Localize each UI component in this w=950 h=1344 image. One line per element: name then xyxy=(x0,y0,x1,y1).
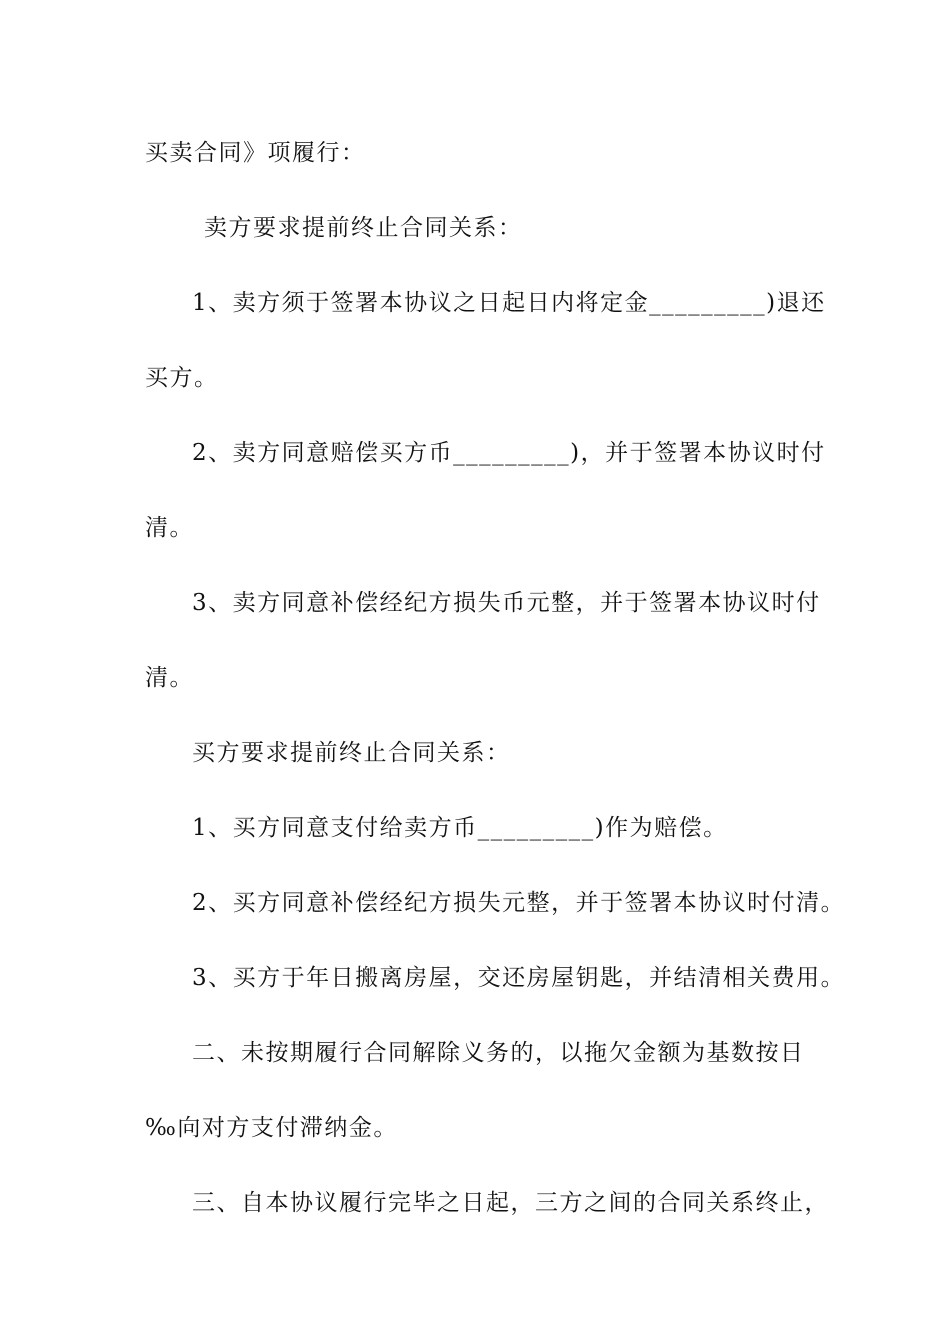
text-line-4: 买方。 xyxy=(145,365,219,391)
text-line-9: 买方要求提前终止合同关系： xyxy=(192,740,511,766)
text-line-10: 1、买方同意支付给卖方币_________)作为赔偿。 xyxy=(192,815,728,841)
text-line-5: 2、卖方同意赔偿买方币_________)，并于签署本协议时付 xyxy=(192,440,826,466)
text-line-12: 3、买方于年日搬离房屋，交还房屋钥匙，并结清相关费用。 xyxy=(192,965,846,991)
text-line-2: 卖方要求提前终止合同关系： xyxy=(204,215,523,241)
text-line-13: 二、未按期履行合同解除义务的，以拖欠金额为基数按日 xyxy=(192,1040,805,1066)
text-line-7: 3、卖方同意补偿经纪方损失币元整，并于签署本协议时付 xyxy=(192,590,821,616)
text-line-6: 清。 xyxy=(145,515,194,541)
text-line-14: ‰向对方支付滞纳金。 xyxy=(145,1115,398,1141)
text-line-3: 1、卖方须于签署本协议之日起日内将定金_________)退还 xyxy=(192,290,826,316)
text-line-8: 清。 xyxy=(145,665,194,691)
text-line-1: 买卖合同》项履行： xyxy=(145,140,366,166)
text-line-11: 2、买方同意补偿经纪方损失元整，并于签署本协议时付清。 xyxy=(192,890,846,916)
text-line-15: 三、自本协议履行完毕之日起，三方之间的合同关系终止， xyxy=(192,1190,829,1216)
